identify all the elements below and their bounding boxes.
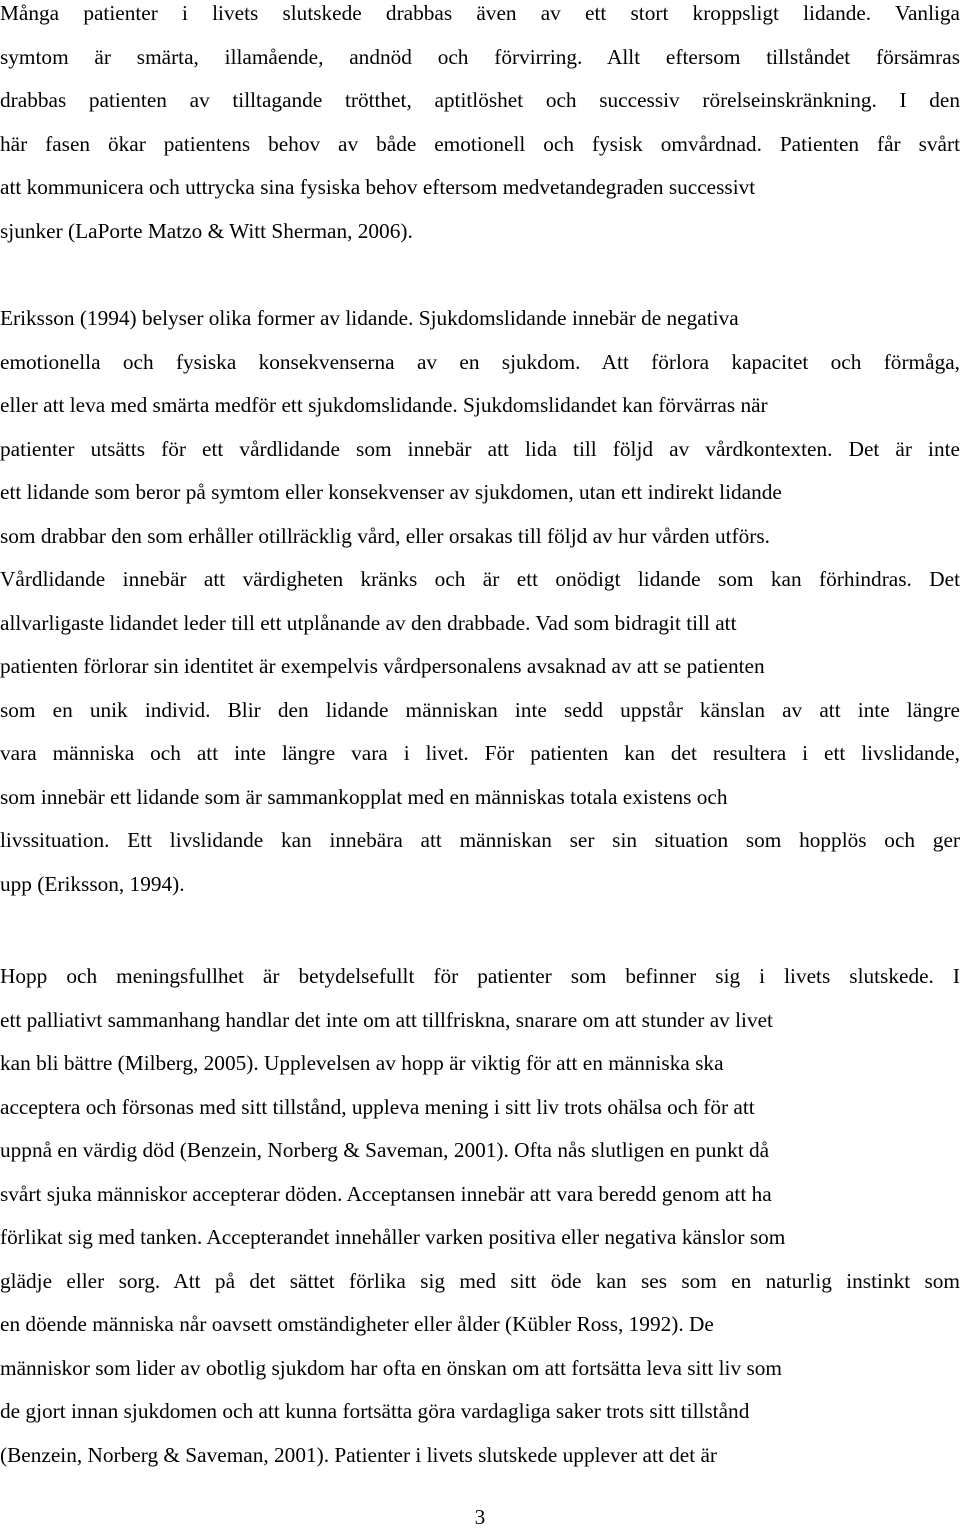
page-number: 3 xyxy=(474,1505,486,1529)
text-line: drabbas patienten av tilltagande trötthet, aptitlöshet och successiv rörelseinskränkning. I den xyxy=(0,88,960,112)
text-line: människor som lider av obotlig sjukdom har ofta en önskan om att fortsätta leva sitt liv som xyxy=(0,1355,782,1380)
text-line: allvarligaste lidandet leder till ett utplånande av den drabbade. Vad som bidragit till att xyxy=(0,610,737,635)
text-line: symtom är smärta, illamående, andnöd och förvirring. Allt eftersom tillståndet försämras xyxy=(0,44,960,69)
text-line: de gjort innan sjukdomen och att kunna fortsätta göra vardagliga saker trots sitt tillstånd xyxy=(0,1399,750,1423)
paragraph-forms-of-suffering xyxy=(0,297,960,906)
text-line: kan bli bättre (Milberg, 2005). Upplevelsen av hopp är viktig för att en människa ska xyxy=(0,1051,724,1075)
text-line: som innebär ett lidande som är sammankopplat med en människas totala existens och xyxy=(0,784,728,809)
text-line: glädje eller sorg. Att på det sättet förlika sig med sitt öde kan ses som en naturlig instinkt som xyxy=(0,1268,960,1293)
text-line: ett palliativt sammanhang handlar det inte om att tillfriskna, snarare om att stunder av livet xyxy=(0,1007,773,1032)
text-line: Eriksson (1994) belyser olika former av lidande. Sjukdomslidande innebär de negativa xyxy=(0,306,739,330)
text-line: ett lidande som beror på symtom eller konsekvenser av sjukdomen, utan ett indirekt lidande xyxy=(0,480,782,504)
text-line: (Benzein, Norberg & Saveman, 2001). Patienter i livets slutskede upplever att det är xyxy=(0,1442,717,1467)
text-line: vara människa och att inte längre vara i livet. För patienten kan det resultera i ett livslidande, xyxy=(0,741,960,765)
text-line: patienter utsätts för ett vårdlidande som innebär att lida till följd av vårdkontexten. Det är inte xyxy=(0,436,960,461)
text-line: här fasen ökar patientens behov av både emotionell och fysisk omvårdnad. Patienten får svårt xyxy=(0,131,960,156)
text-line: sjunker (LaPorte Matzo & Witt Sherman, 2006). xyxy=(0,218,413,243)
text-line: Hopp och meningsfullhet är betydelsefullt för patienter som befinner sig i livets slutskede. I xyxy=(0,964,960,988)
paragraph-hope-and-meaning xyxy=(0,955,960,1477)
text-line: svårt sjuka människor accepterar döden. Acceptansen innebär att vara beredd genom att ha xyxy=(0,1181,772,1206)
paragraph-physical-suffering xyxy=(0,0,960,253)
text-line: som en unik individ. Blir den lidande människan inte sedd uppstår känslan av att inte längre xyxy=(0,697,960,722)
text-line: uppnå en värdig död (Benzein, Norberg & Saveman, 2001). Ofta nås slutligen en punkt då xyxy=(0,1138,770,1162)
text-line: upp (Eriksson, 1994). xyxy=(0,871,185,896)
text-line: livssituation. Ett livslidande kan innebära att människan ser sin situation som hopplös och ger xyxy=(0,828,960,852)
text-line: Många patienter i livets slutskede drabbas även av ett stort kroppsligt lidande. Vanliga xyxy=(0,1,960,25)
text-line: patienten förlorar sin identitet är exempelvis vårdpersonalens avsaknad av att se patienten xyxy=(0,654,765,678)
text-line: förlikat sig med tanken. Accepterandet innehåller varken positiva eller negativa känslor som xyxy=(0,1225,786,1249)
text-line: eller att leva med smärta medför ett sjukdomslidande. Sjukdomslidandet kan förvärras när xyxy=(0,393,768,417)
text-line: Vårdlidande innebär att värdigheten kränks och är ett onödigt lidande som kan förhindras. Det xyxy=(0,567,960,591)
text-line: acceptera och försonas med sitt tillstånd, uppleva mening i sitt liv trots ohälsa och för att xyxy=(0,1094,755,1119)
text-line: som drabbar den som erhåller otillräcklig vård, eller orsakas till följd av hur vården utförs. xyxy=(0,523,770,548)
text-line: en döende människa når oavsett omständigheter eller ålder (Kübler Ross, 1992). De xyxy=(0,1312,714,1336)
text-line: emotionella och fysiska konsekvenserna av en sjukdom. Att förlora kapacitet och förmåga, xyxy=(0,349,960,374)
text-line: att kommunicera och uttrycka sina fysiska behov eftersom medvetandegraden successivt xyxy=(0,175,756,199)
